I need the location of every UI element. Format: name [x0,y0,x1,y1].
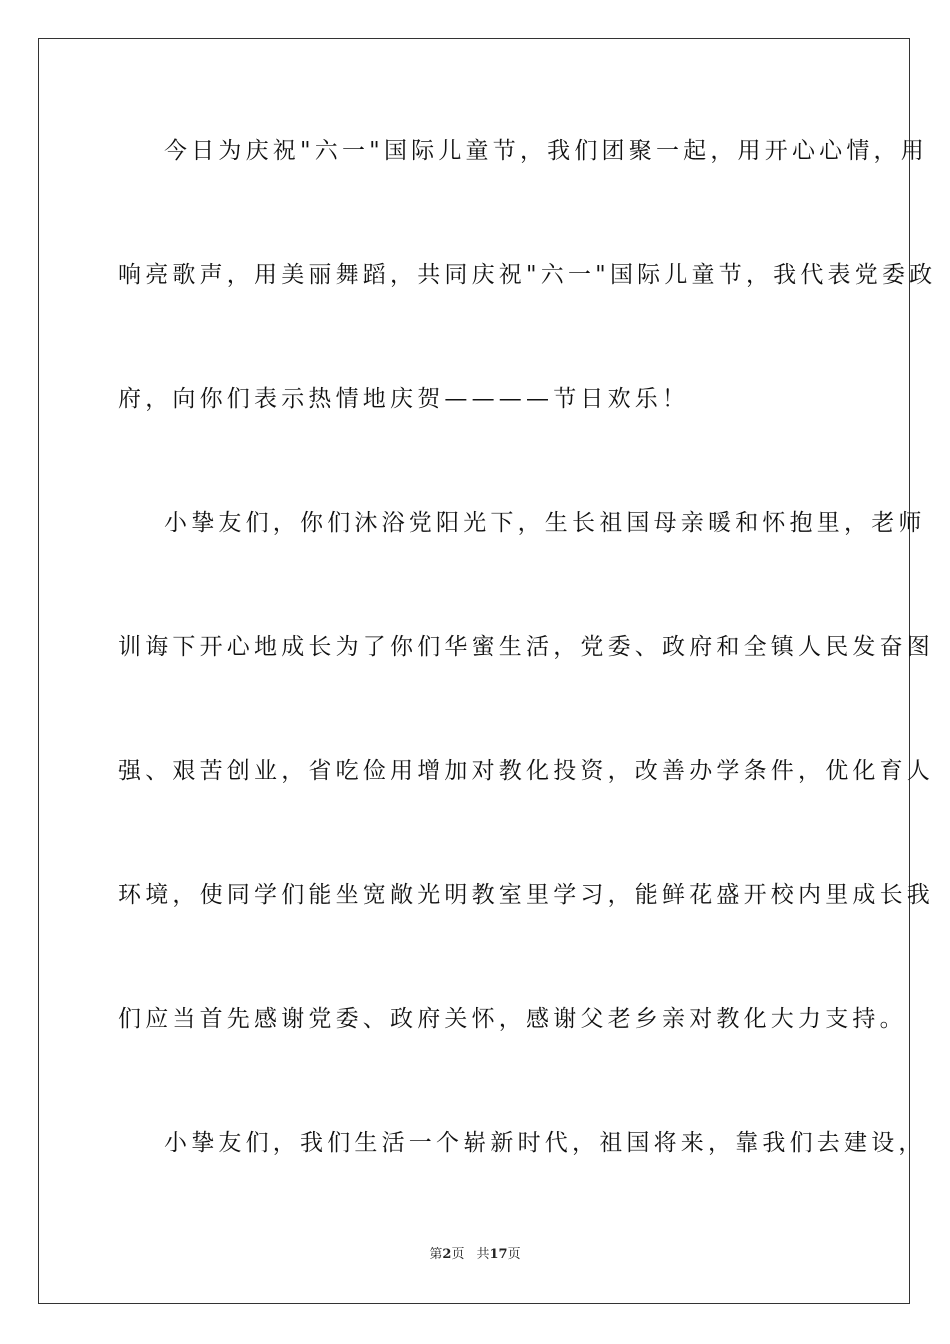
paragraph-2-line-3: 强、艰苦创业，省吃俭用增加对教化投资，改善办学条件，优化育人 [118,758,934,784]
paragraph-2-line-2: 训诲下开心地成长为了你们华蜜生活，党委、政府和全镇人民发奋图 [118,634,934,660]
paragraph-2-line-1: 小挚友们，你们沐浴党阳光下，生长祖国母亲暖和怀抱里，老师 [164,510,926,536]
paragraph-1-line-3: 府，向你们表示热情地庆贺————节日欢乐！ [118,386,690,412]
total-pages: 17 [489,1247,508,1262]
total-prefix: 共 [476,1247,490,1262]
total-suffix: 页 [507,1247,521,1262]
page-number: 2 [442,1247,452,1262]
page-footer [0,1246,950,1264]
paragraph-2-line-4: 环境，使同学们能坐宽敞光明教室里学习，能鲜花盛开校内里成长我 [118,882,934,908]
paragraph-1-line-2: 响亮歌声，用美丽舞蹈，共同庆祝"六一"国际儿童节，我代表党委政 [118,262,937,288]
page-prefix: 第 [429,1247,443,1262]
paragraph-3-line-1: 小挚友们，我们生活一个崭新时代，祖国将来，靠我们去建设， [164,1130,926,1156]
page-suffix: 页 [451,1247,465,1262]
paragraph-2-line-5: 们应当首先感谢党委、政府关怀，感谢父老乡亲对教化大力支持。 [118,1006,907,1032]
page-border [38,38,910,1304]
paragraph-1-line-1: 今日为庆祝"六一"国际儿童节，我们团聚一起，用开心心情，用 [164,138,928,164]
